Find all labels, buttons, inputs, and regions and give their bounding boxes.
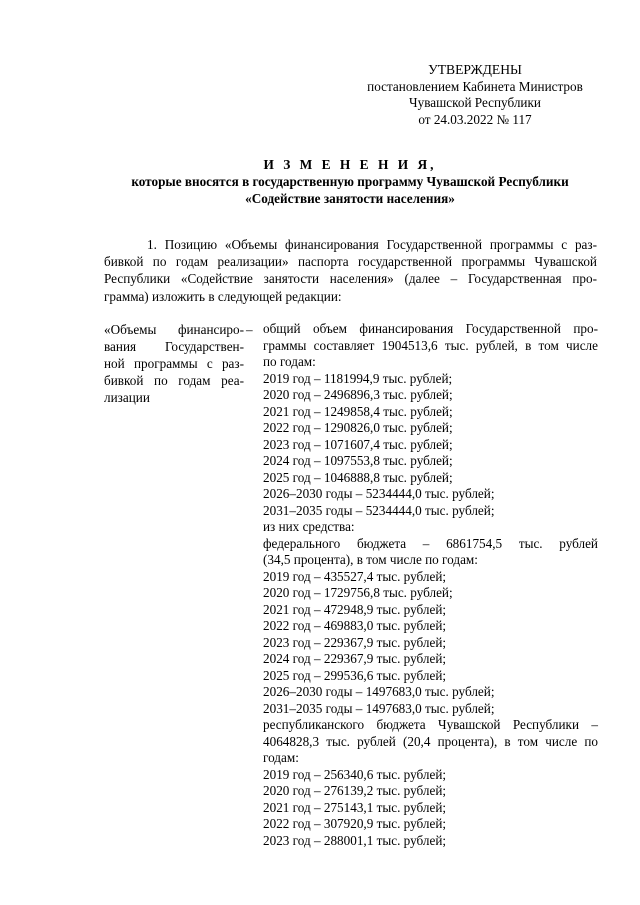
financing-line: (34,5 процента), в том числе по годам:	[263, 552, 478, 567]
paragraph-line: 1. Позицию «Объемы финансирования Государственной программы с раз-	[147, 237, 597, 252]
financing-year-line: 2019 год – 256340,6 тыс. рублей;	[263, 766, 447, 782]
financing-year-line: 2021 год – 275143,1 тыс. рублей;	[263, 799, 447, 815]
position-label-line: «Объемы финансиро-	[104, 322, 244, 337]
financing-year-line: 2021 год – 1249858,4 тыс. рублей;	[263, 403, 453, 419]
financing-line: из них средства:	[263, 519, 355, 534]
paragraph-line: бивкой по годам реализации» паспорта государственной программы Чувашской	[104, 254, 597, 270]
position-label-line: ной программы с раз-	[104, 356, 244, 371]
financing-year-line: 2020 год – 2496896,3 тыс. рублей;	[263, 387, 453, 402]
financing-line: годам:	[263, 750, 299, 765]
position-label-line: вания Государствен-	[104, 339, 244, 354]
heading-subtitle: которые вносятся в государственную программу Чувашской Республики	[131, 174, 569, 189]
approval-line: постановлением Кабинета Министров	[367, 78, 583, 94]
heading-program-name: «Содействие занятости населения»	[245, 191, 455, 206]
financing-line: граммы составляет 1904513,6 тыс. рублей, в том числе	[263, 337, 598, 353]
financing-year-line: 2022 год – 1290826,0 тыс. рублей;	[263, 420, 453, 435]
approval-line: Чувашской Республики	[409, 95, 541, 110]
financing-line: общий объем финансирования Государственной про-	[263, 321, 598, 336]
approval-block	[330, 62, 620, 128]
financing-year-line: 2025 год – 299536,6 тыс. рублей;	[263, 667, 447, 683]
paragraph-line: грамма) изложить в следующей редакции:	[104, 288, 342, 304]
financing-year-line: 2019 год – 435527,4 тыс. рублей;	[263, 568, 447, 584]
financing-year-line: 2019 год – 1181994,9 тыс. рублей;	[263, 370, 453, 386]
financing-line: 4064828,3 тыс. рублей (20,4 процента), в том числе по	[263, 733, 598, 749]
financing-year-line: 2020 год – 276139,2 тыс. рублей;	[263, 783, 447, 798]
financing-details	[263, 321, 598, 849]
financing-year-line: 2031–2035 годы – 1497683,0 тыс. рублей;	[263, 700, 495, 716]
financing-year-line: 2022 год – 469883,0 тыс. рублей;	[263, 618, 447, 633]
position-label-line: лизации	[104, 390, 150, 405]
heading-title: И З М Е Н Е Н И Я,	[263, 157, 437, 172]
financing-year-line: 2023 год – 1071607,4 тыс. рублей;	[263, 436, 453, 452]
financing-year-line: 2031–2035 годы – 5234444,0 тыс. рублей;	[263, 502, 495, 518]
position-dash: –	[246, 322, 253, 337]
paragraph-line: Республики «Содействие занятости населения» (далее – Государственная про-	[104, 271, 597, 287]
financing-line: федерального бюджета – 6861754,5 тыс. рублей	[263, 535, 598, 551]
position-label-line: бивкой по годам реа-	[104, 373, 244, 388]
position-label	[104, 321, 244, 406]
approval-title: УТВЕРЖДЕНЫ	[428, 62, 522, 77]
financing-year-line: 2023 год – 288001,1 тыс. рублей;	[263, 832, 447, 848]
financing-year-line: 2026–2030 годы – 5234444,0 тыс. рублей;	[263, 486, 495, 501]
financing-year-line: 2020 год – 1729756,8 тыс. рублей;	[263, 585, 453, 600]
approval-date-number: от 24.03.2022 № 117	[418, 111, 532, 127]
document-heading	[60, 156, 640, 207]
financing-year-line: 2025 год – 1046888,8 тыс. рублей;	[263, 469, 453, 485]
financing-year-line: 2026–2030 годы – 1497683,0 тыс. рублей;	[263, 684, 495, 699]
financing-year-line: 2024 год – 229367,9 тыс. рублей;	[263, 651, 447, 666]
paragraph-1	[104, 236, 597, 305]
financing-line: по годам:	[263, 354, 316, 369]
financing-year-line: 2024 год – 1097553,8 тыс. рублей;	[263, 453, 453, 468]
financing-year-line: 2021 год – 472948,9 тыс. рублей;	[263, 601, 447, 617]
financing-year-line: 2022 год – 307920,9 тыс. рублей;	[263, 816, 447, 831]
financing-line: республиканского бюджета Чувашской Республики –	[263, 717, 598, 732]
financing-year-line: 2023 год – 229367,9 тыс. рублей;	[263, 634, 447, 650]
